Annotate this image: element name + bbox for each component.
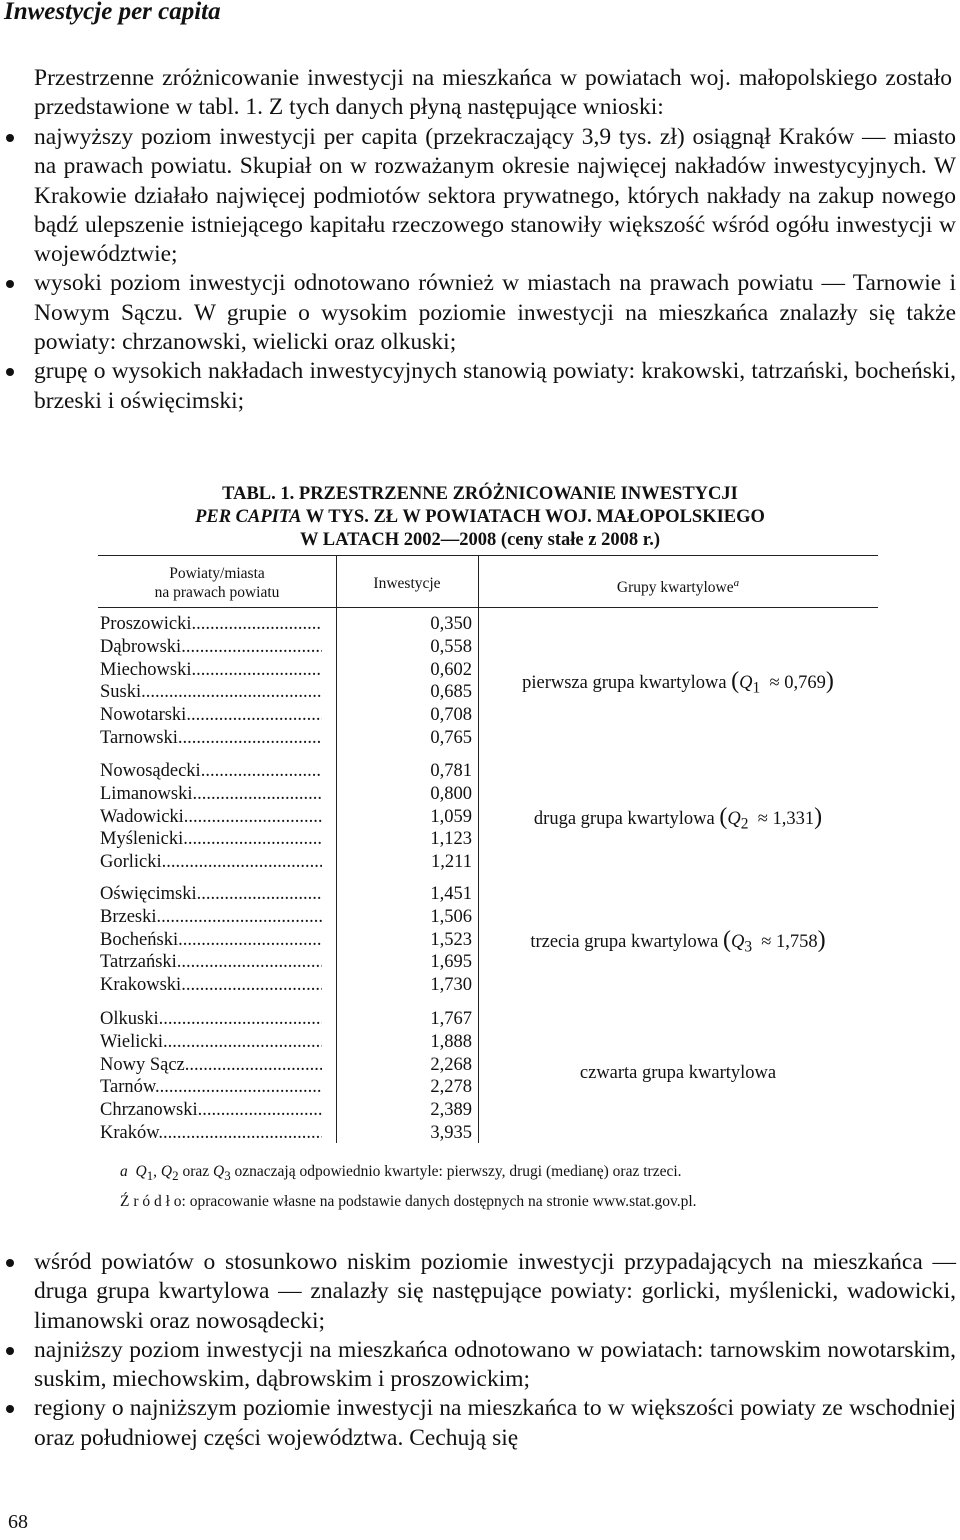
table-row [98, 851, 478, 874]
investment-value: 2,268 [430, 1054, 472, 1075]
investment-value: 0,765 [430, 728, 472, 748]
district-name: Nowosądecki ..... [100, 760, 322, 783]
district-name: Proszowicki ..... [100, 613, 322, 636]
district-name: Myślenicki ..... [100, 828, 322, 851]
bullet-dot-icon [6, 280, 14, 288]
investment-value: 0,781 [430, 761, 472, 781]
col-header-districts: Powiaty/miasta na prawach powiatu [154, 565, 280, 601]
table-row [98, 681, 478, 704]
investment-value: 1,059 [430, 806, 472, 827]
bullet-item: grupę o wysokich nakładach inwestycyjnych stanowią powiaty: krakowski, tatrzański, bocheński, brzeski i oświęcimski; [0, 357, 956, 416]
table-top-rule [98, 555, 878, 556]
bullet-dot-icon [6, 1259, 14, 1267]
district-name: Nowy Sącz ..... [100, 1054, 322, 1077]
bullet-item: wysoki poziom inwestycji odnotowano również w miastach na prawach powiatu — Tarnowie i Nowym Sączu. W grupie o wysokim poziomie inwestycji na mieszkańca znalazły się także powiaty: chrzanowski, wielicki oraz olkuski; [0, 269, 956, 357]
investment-value: 0,685 [430, 682, 472, 703]
bullet-dot-icon [6, 1347, 14, 1355]
bullet-item: regiony o najniższym poziomie inwestycji na mieszkańca to w większości powiaty ze wschodniej oraz południowej części województwa. Cechują się [0, 1394, 956, 1453]
district-name: Tatrzański ..... [100, 951, 322, 974]
table-row [98, 1099, 478, 1122]
table-row [98, 906, 478, 929]
bullet-list-bottom [0, 1248, 956, 1453]
investment-value: 1,730 [430, 975, 472, 996]
table-row [98, 883, 478, 906]
table-row [98, 659, 478, 682]
district-name: Dąbrowski ..... [100, 636, 322, 659]
bullet-item: wśród powiatów o stosunkowo niskim poziomie inwestycji przypadających na mieszkańca — druga grupa kwartylowa — znalazły się następujące powiaty: gorlicki, myślenicki, wadowicki, limanowski oraz nowosądecki; [0, 1248, 956, 1336]
table-row [98, 1122, 478, 1145]
table-row [98, 636, 478, 659]
district-name: Chrzanowski ..... [100, 1099, 322, 1122]
footnote: a $Q_1$, $Q_2$ oraz $Q_3$ oznaczają odpowiednio kwartyle: pierwszy, drugi (medianę) oraz trzeci. [120, 1163, 682, 1184]
investment-value: 0,558 [430, 636, 472, 657]
table-title-line2: PER CAPITA W TYS. ZŁ W POWIATACH WOJ. MAŁOPOLSKIEGO [195, 507, 765, 527]
investment-value: 0,708 [430, 705, 472, 726]
table-row [98, 1031, 478, 1054]
investment-value: 1,506 [430, 906, 472, 927]
table-row [98, 760, 478, 783]
district-name: Wadowicki ..... [100, 806, 322, 829]
investment-value: 1,123 [430, 829, 472, 850]
district-name: Kraków ..... [100, 1122, 322, 1145]
table-row [98, 1076, 478, 1099]
investment-value: 1,523 [430, 929, 472, 950]
bullet-item: najwyższy poziom inwestycji per capita (przekraczający 3,9 tys. zł) osiągnął Kraków — miasto na prawach powiatu. Skupiał on w rozważanym okresie najwięcej nakładów inwestycyjnych. W Krakowie działało najwięcej podmiotów sektora prywatnego, których nakłady na zakup nowego bądź ulepszenie istniejącego kapitału rzeczowego stanowiły większość wśród ogółu inwestycji w województwie; [0, 123, 956, 269]
table-row [98, 806, 478, 829]
table-row [98, 1008, 478, 1031]
table-row [98, 613, 478, 636]
investment-value: 0,602 [430, 659, 472, 680]
investment-value: 1,211 [431, 852, 472, 873]
district-name: Gorlicki ..... [100, 851, 322, 874]
section-heading: Inwestycje per capita [4, 0, 221, 25]
district-name: Nowotarski ..... [100, 704, 322, 727]
quartile-group-label: pierwsza grupa kwartylowa $(Q_1 \approx 0,769)$ [522, 668, 834, 698]
district-name: Bocheński ..... [100, 929, 322, 952]
district-name: Wielicki ..... [100, 1031, 322, 1054]
quartile-group-label: czwarta grupa kwartylowa [579, 1063, 777, 1084]
quartile-group-label: trzecia grupa kwartylowa $(Q_3 \approx 1,758)$ [530, 927, 826, 956]
investment-value: 0,350 [430, 614, 472, 634]
table-row [98, 727, 478, 750]
investment-value: 0,800 [430, 783, 472, 804]
district-name: Olkuski ..... [100, 1008, 322, 1031]
investment-value: 3,935 [430, 1123, 472, 1143]
table-row [98, 974, 478, 997]
investment-value: 1,451 [430, 884, 472, 904]
table-title-line3: W LATACH 2002—2008 (ceny stałe z 2008 r.) [299, 530, 661, 550]
bullet-item: najniższy poziom inwestycji na mieszkańca odnotowano w powiatach: tarnowskim nowotarskim, suskim, miechowskim, dąbrowskim i proszowickim; [0, 1336, 956, 1395]
district-name: Suski ..... [100, 681, 322, 704]
table-row [98, 783, 478, 806]
table-row [98, 929, 478, 952]
district-name: Brzeski ..... [100, 906, 322, 929]
bullet-dot-icon [6, 1405, 14, 1413]
table-row [98, 704, 478, 727]
table-row [98, 828, 478, 851]
district-name: Limanowski ..... [100, 783, 322, 806]
table-row [98, 951, 478, 974]
district-name: Tarnów ..... [100, 1076, 322, 1099]
table-title-line1: TABL. 1. PRZESTRZENNE ZRÓŻNICOWANIE INWESTYCJI [222, 484, 738, 504]
table-row [98, 1054, 478, 1077]
investment-value: 2,278 [430, 1077, 472, 1098]
bullet-dot-icon [6, 134, 14, 142]
bullet-dot-icon [6, 368, 14, 376]
investment-value: 1,767 [430, 1009, 472, 1029]
district-name: Krakowski ..... [100, 974, 322, 997]
investment-value: 1,695 [430, 952, 472, 973]
table-col-divider [478, 555, 479, 1143]
table-header-rule [98, 607, 878, 608]
col-header-quartile-groups: Grupy kwartylowe$^a$ [616, 577, 740, 597]
investment-value: 2,389 [430, 1100, 472, 1121]
bullet-list-top [0, 123, 956, 416]
district-name: Oświęcimski ..... [100, 883, 322, 906]
district-name: Miechowski ..... [100, 659, 322, 682]
quartile-group-label: druga grupa kwartylowa $(Q_2 \approx 1,331)$ [533, 804, 823, 833]
source-note: Ź r ó d ł o: opracowanie własne na podstawie danych dostępnych na stronie www.stat.gov.pl. [120, 1193, 697, 1210]
district-name: Tarnowski ..... [100, 727, 322, 750]
intro-paragraph: Przestrzenne zróżnicowanie inwestycji na mieszkańca w powiatach woj. małopolskiego zostało przedstawione w tabl. 1. Z tych danych płyną następujące wnioski: [34, 65, 952, 120]
col-header-investments: Inwestycje [373, 575, 441, 592]
investment-value: 1,888 [430, 1031, 472, 1052]
page-number: 68 [8, 1511, 28, 1533]
